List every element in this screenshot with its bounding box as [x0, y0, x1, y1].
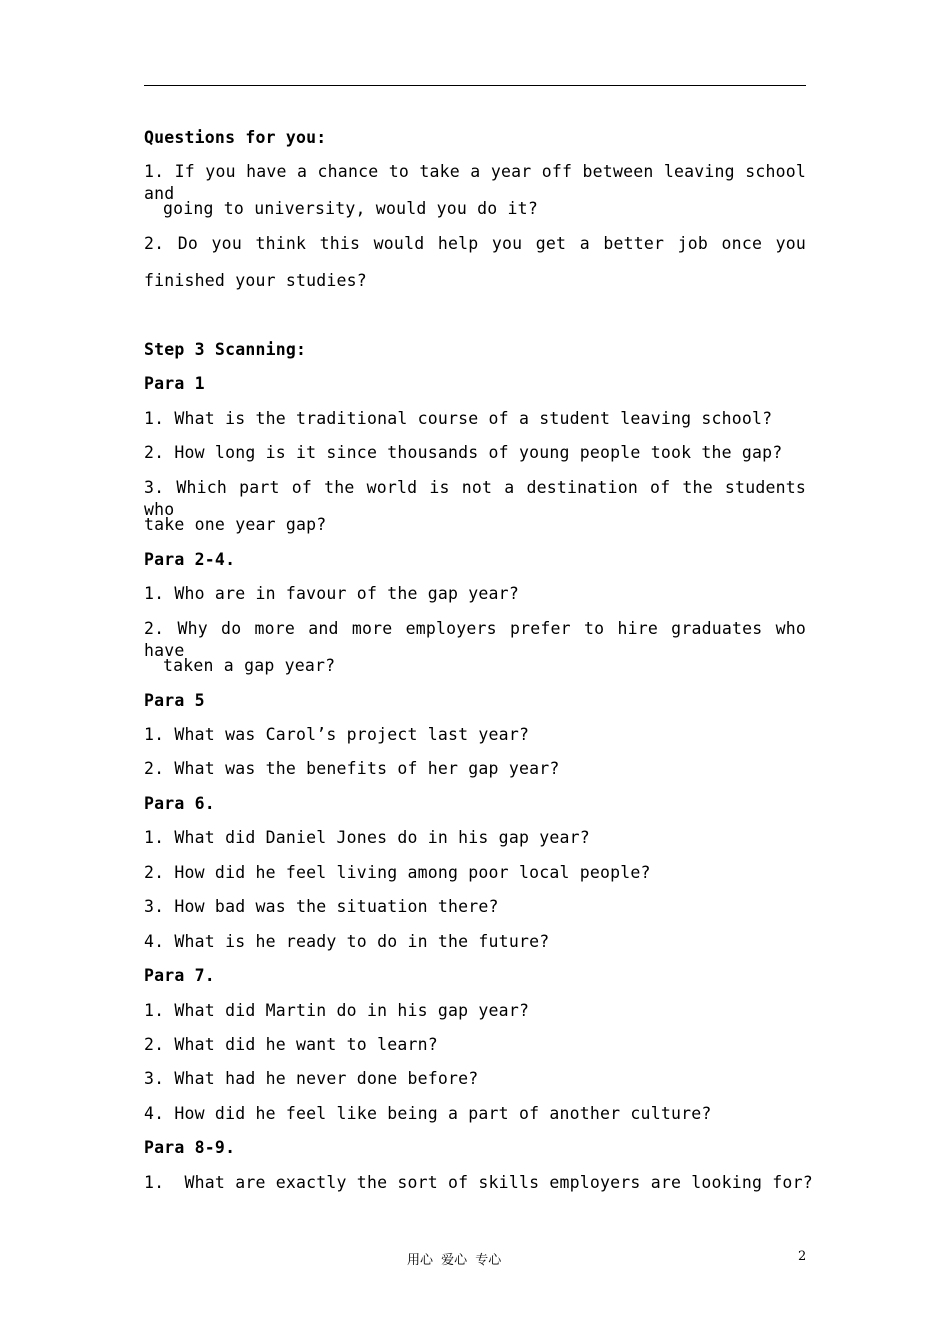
para-7-question-2: 2. What did he want to learn?	[144, 1035, 438, 1054]
question-2-line-2: finished your studies?	[144, 271, 367, 290]
para-5-question-2: 2. What was the benefits of her gap year?	[144, 759, 560, 778]
para-7-question-4: 4. How did he feel like being a part of another culture?	[144, 1104, 712, 1123]
para-2-4-title: Para 2-4.	[144, 550, 236, 569]
para-7-title: Para 7.	[144, 966, 215, 985]
para-6-question-4: 4. What is he ready to do in the future?	[144, 932, 550, 951]
heading-questions: Questions for you:	[144, 128, 327, 147]
para-5-title: Para 5	[144, 691, 205, 710]
header-rule	[144, 85, 806, 86]
para-1-title: Para 1	[144, 374, 205, 393]
page-number: 2	[798, 1249, 807, 1264]
question-2-line-1: 2. Do you think this would help you get a better job once you	[144, 234, 806, 253]
para-2-4-question-1: 1. Who are in favour of the gap year?	[144, 584, 519, 603]
para-7-question-3: 3. What had he never done before?	[144, 1069, 479, 1088]
para-6-question-3: 3. How bad was the situation there?	[144, 897, 499, 916]
para-6-question-2: 2. How did he feel living among poor local people?	[144, 863, 651, 882]
para-6-question-1: 1. What did Daniel Jones do in his gap year?	[144, 828, 590, 847]
para-1-question-1: 1. What is the traditional course of a student leaving school?	[144, 409, 773, 428]
para-1-question-3-line-1: 3. Which part of the world is not a destination of the students who	[144, 478, 806, 519]
para-1-question-3-line-2: take one year gap?	[144, 515, 327, 534]
question-1-line-2: going to university, would you do it?	[163, 199, 538, 218]
para-8-9-title: Para 8-9.	[144, 1138, 236, 1157]
heading-step-3: Step 3 Scanning:	[144, 340, 307, 359]
para-6-title: Para 6.	[144, 794, 215, 813]
page-footer: 用心 爱心 专心	[407, 1253, 502, 1268]
para-7-question-1: 1. What did Martin do in his gap year?	[144, 1001, 530, 1020]
para-1-question-2: 2. How long is it since thousands of young people took the gap?	[144, 443, 783, 462]
para-5-question-1: 1. What was Carol’s project last year?	[144, 725, 530, 744]
para-2-4-question-2-line-2: taken a gap year?	[163, 656, 336, 675]
para-2-4-question-2-line-1: 2. Why do more and more employers prefer to hire graduates who have	[144, 619, 806, 660]
question-1-line-1: 1. If you have a chance to take a year off between leaving school and	[144, 162, 806, 203]
para-8-9-question-1: 1. What are exactly the sort of skills employers are looking for?	[144, 1173, 813, 1192]
